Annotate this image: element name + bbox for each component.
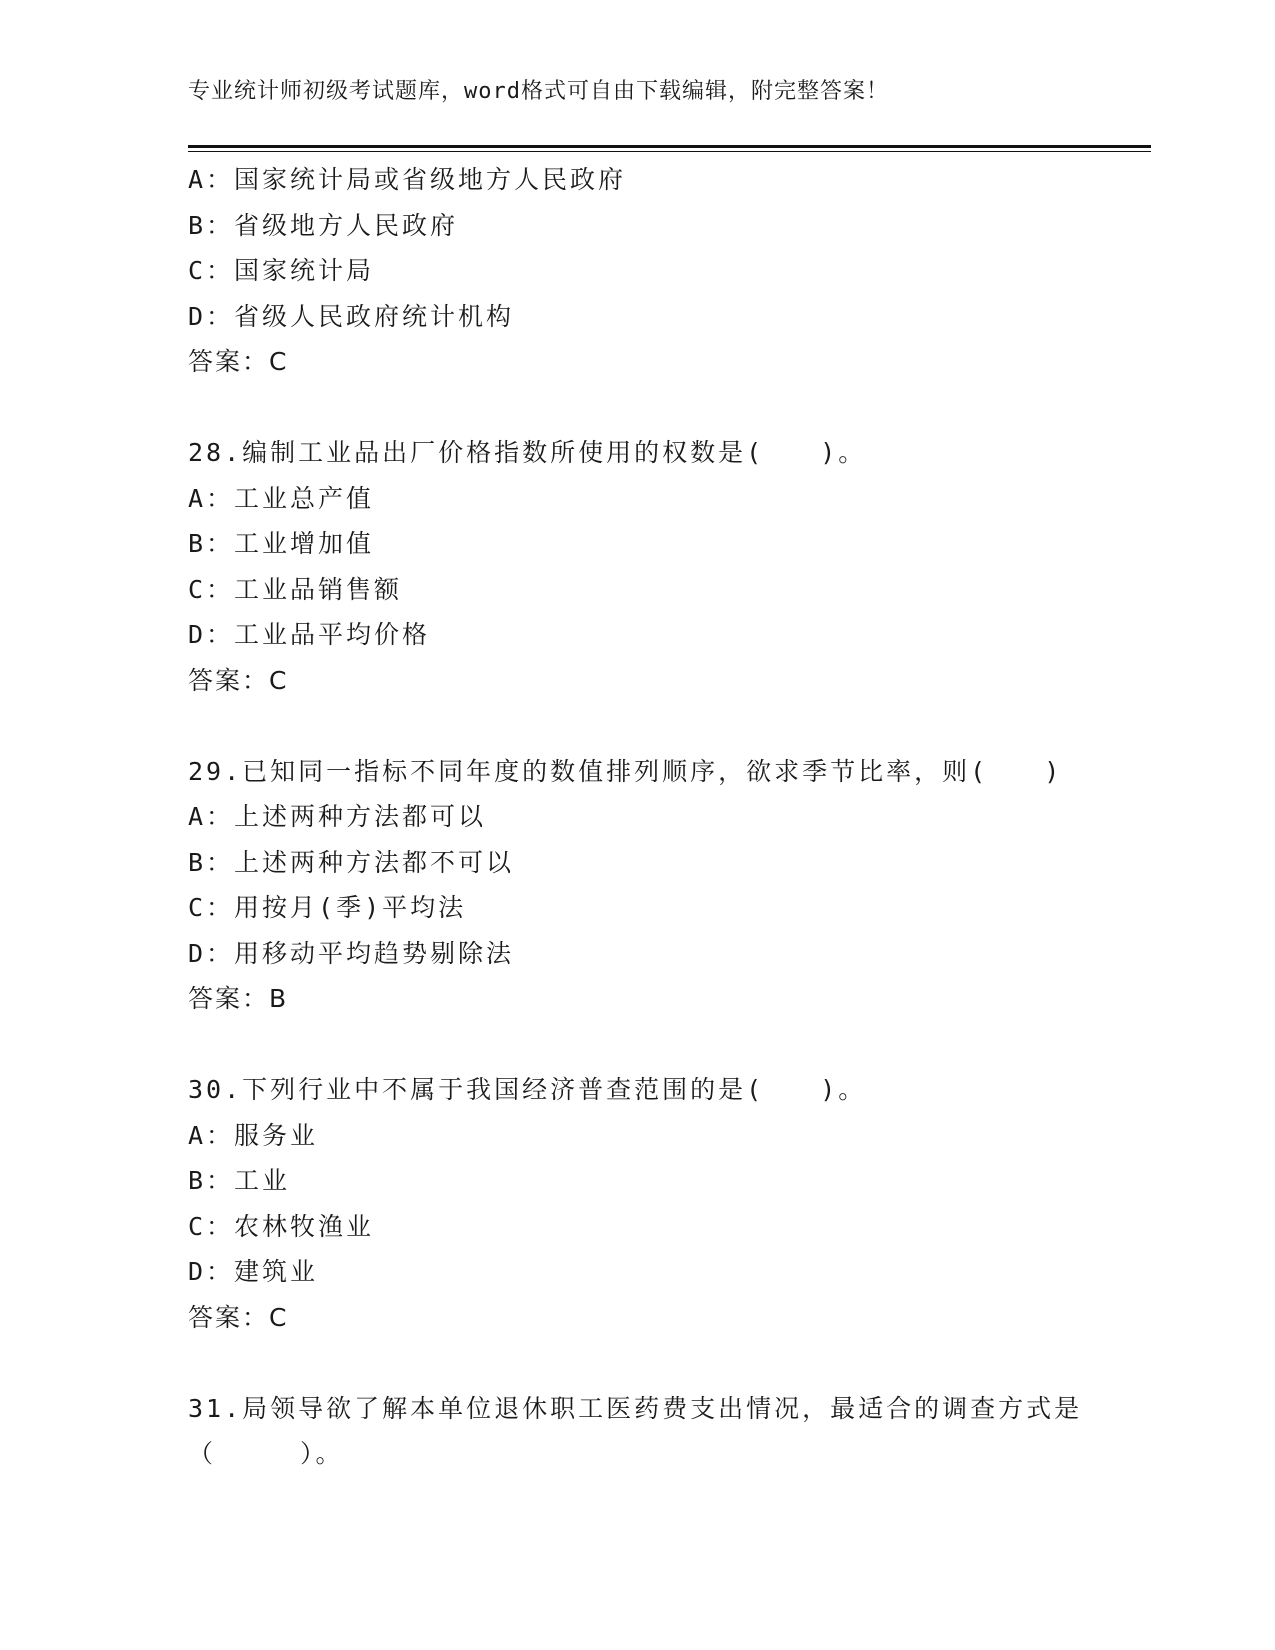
option-a: A：国家统计局或省级地方人民政府 bbox=[188, 165, 627, 194]
option-a: A：上述两种方法都可以 bbox=[188, 802, 487, 831]
option-d: D：建筑业 bbox=[188, 1257, 319, 1286]
spacer bbox=[188, 703, 1088, 749]
answer: 答案：C bbox=[188, 1302, 289, 1332]
question-stem: 29.已知同一指标不同年度的数值排列顺序，欲求季节比率，则( ) bbox=[188, 756, 1063, 786]
page-header: 专业统计师初级考试题库，word格式可自由下载编辑，附完整答案！ bbox=[188, 79, 889, 104]
question-27 bbox=[188, 157, 1088, 385]
question-stem: 31.局领导欲了解本单位退休职工医药费支出情况，最适合的调查方式是（ ）。 bbox=[188, 1393, 1083, 1468]
answer: 答案：B bbox=[188, 984, 289, 1013]
option-c: C：用按月(季)平均法 bbox=[188, 893, 467, 922]
option-d: D：省级人民政府统计机构 bbox=[188, 301, 515, 331]
question-28 bbox=[188, 430, 1088, 703]
answer: 答案：C bbox=[188, 665, 289, 695]
option-d: D：工业品平均价格 bbox=[188, 620, 431, 649]
option-a: A：工业总产值 bbox=[188, 483, 375, 513]
option-a: A：服务业 bbox=[188, 1120, 319, 1150]
option-d: D：用移动平均趋势剔除法 bbox=[188, 938, 515, 968]
header-rule bbox=[188, 145, 1151, 148]
option-c: C：工业品销售额 bbox=[188, 574, 403, 604]
header-rule-thin bbox=[188, 151, 1151, 152]
spacer bbox=[188, 1340, 1088, 1386]
question-31 bbox=[188, 1386, 1088, 1477]
spacer bbox=[188, 385, 1088, 431]
question-list bbox=[188, 157, 1088, 1477]
option-c: C：国家统计局 bbox=[188, 256, 375, 285]
spacer bbox=[188, 1022, 1088, 1068]
question-29 bbox=[188, 749, 1088, 1022]
option-b: B：工业 bbox=[188, 1166, 291, 1195]
question-stem: 30.下列行业中不属于我国经济普查范围的是( )。 bbox=[188, 1075, 867, 1104]
option-b: B：上述两种方法都不可以 bbox=[188, 847, 515, 877]
option-b: B：工业增加值 bbox=[188, 529, 375, 558]
option-b: B：省级地方人民政府 bbox=[188, 210, 459, 240]
question-stem: 28.编制工业品出厂价格指数所使用的权数是( )。 bbox=[188, 438, 867, 467]
answer: 答案：C bbox=[188, 347, 289, 376]
option-c: C：农林牧渔业 bbox=[188, 1211, 375, 1241]
question-30 bbox=[188, 1067, 1088, 1340]
